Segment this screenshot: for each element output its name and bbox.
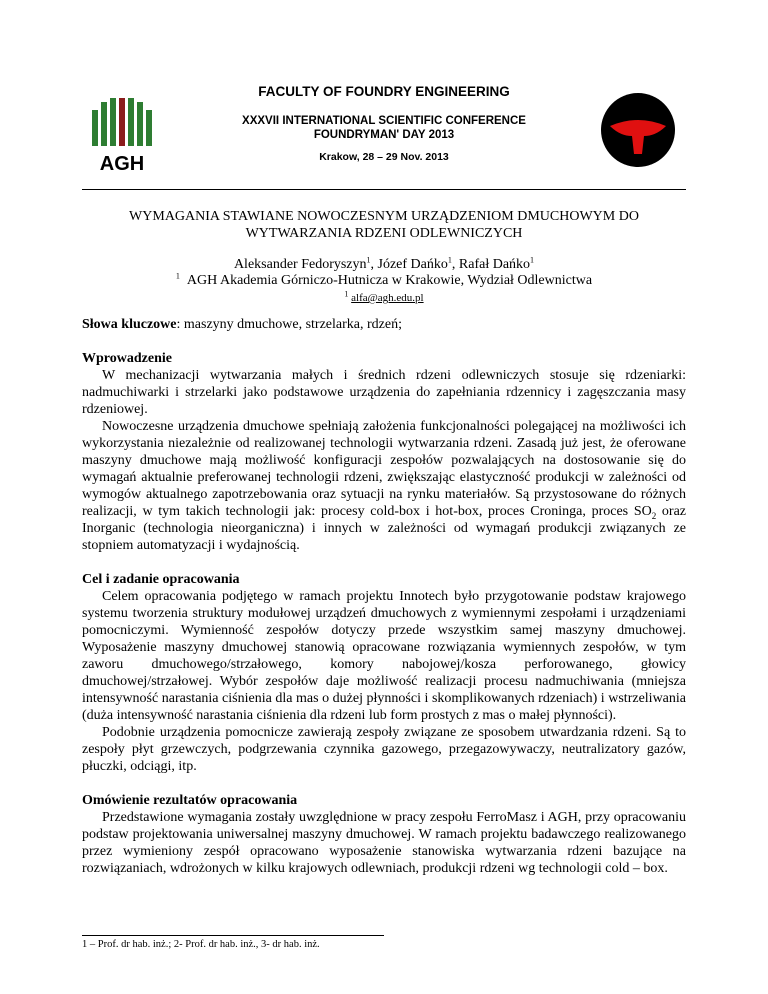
paper-title — [82, 208, 686, 242]
keywords-label: Słowa kluczowe — [82, 317, 177, 332]
section-heading: Cel i zadanie opracowania — [82, 572, 240, 587]
section-heading: Wprowadzenie — [82, 351, 172, 366]
section-introduction — [82, 350, 686, 554]
contact-email: $^1$ alfa@agh.edu.pl — [344, 289, 424, 304]
author-name: Rafał Dańko — [458, 257, 531, 272]
conference-place-date: Krakow, 28 – 29 Nov. 2013 — [319, 151, 449, 163]
affiliation: $^1$ AGH Akademia Górniczo-Hutnicza w Krakowie, Wydział Odlewnictwa — [175, 271, 593, 288]
conference-line-2: FOUNDRYMAN' DAY 2013 — [313, 129, 455, 141]
paper-title-line-1: WYMAGANIA STAWIANE NOWOCZESNYM URZĄDZENIOM DMUCHOWYM DO — [129, 209, 639, 224]
footnote: 1 – Prof. dr hab. inż.; 2- Prof. dr hab. inż., 3- dr hab. inż. — [82, 939, 320, 950]
section-heading: Omówienie rezultatów opracowania — [82, 793, 298, 808]
keywords-text: : maszyny dmuchowe, strzelarka, rdzeń; — [176, 317, 402, 332]
author-name: Aleksander Fedoryszyn — [233, 257, 367, 272]
paragraph: Nowoczesne urządzenia dmuchowe spełniają założenia funkcjonalności polegającej na możliwości ich wykorzystania niezależnie od realizowanej technologii wytwarzania rdzeni. Zasadą już jest, że oferowane maszyny dmuchowe mają możliwość konfiguracji zespołów pozwalających na dostosowanie się do wymagań aktualnie preferowanej technologii rdzeni, zwiększając elastyczność produkcji w zależności od wymogów aktualnego zapotrzebowania oraz sytuacji na rynku materiałów. Są przystosowane do różnych realizacji, w tym takich technologii jak: procesy cold-box i hot-box, proces Croninga, proces $SO_2$ oraz Inorganic (technologia nieorganiczna) i innych w zależności od wymagań produkcji związanych ze stopniem automatyzacji i wydajnością. — [82, 419, 687, 553]
affiliation-text: AGH Akademia Górniczo-Hutnicza w Krakowie, Wydział Odlewnictwa — [186, 273, 593, 288]
footnote-divider — [82, 935, 384, 936]
agh-logo-text: AGH — [99, 153, 145, 174]
paragraph: Celem opracowania podjętego w ramach projektu Innotech było przygotowanie podstaw krajowego systemu tworzenia struktury modułowej urządzeń dmuchowych z wymiennymi zespołami i urządzeniami pomocniczymi. Wymienność zespołów dotyczy przede wszystkim samej maszyny dmuchowej. Wyposażenie maszyny dmuchowej stanowią opracowane rozwiązania wymiennych zespołów, w tym zaworu dmuchowego/strzałowego, komory nabojowej/kosza perforowanego, głowicy dmuchowej/strzałowej. Wybór zespołów daje możliwość realizacji procesu nadmuchiwania (mniejsza intensywność narastania ciśnienia dla mas o dużej płynności i skomplikowanych rdzeniach) i wstrzeliwania (duża intensywność narastania ciśnienia dla rdzeni lub form prostych z mas o małej płynności). — [82, 589, 686, 723]
conference-name — [0, 114, 768, 142]
paragraph: Przedstawione wymagania zostały uwzględnione w pracy zespołu FerroMasz i AGH, przy opracowaniu podstaw projektowania uniwersalnej maszyny dmuchowej. W ramach projektu badawczego realizowanego przez wymieniony zespół opracowano wyposażenie stanowiska wytwarzania rdzeni bazujące na rozwiązaniach, wdrożonych w kilku krajowych odlewniach, produkcji rdzeni wg technologii cold – box. — [82, 810, 686, 876]
author-name: Józef Dańko — [377, 257, 448, 272]
paper-title-line-2: WYTWARZANIA RDZENI ODLEWNICZYCH — [245, 226, 523, 241]
keywords — [82, 316, 686, 333]
author-list: Aleksander Fedoryszyn$^1$, Józef Dańko$^1$, Rafał Dańko$^1$ — [233, 255, 535, 272]
conference-line-1: XXXVII INTERNATIONAL SCIENTIFIC CONFERENCE — [242, 115, 526, 127]
section-goal — [82, 571, 686, 775]
paragraph: W mechanizacji wytwarzania małych i średnich rdzeni odlewniczych stosuje się rdzeniarki: nadmuchiwarki i strzelarki jako podstawowe urządzenia do zapełniania rdzennicy i zagęszczania masy rdzeniowej. — [82, 368, 686, 417]
section-results — [82, 792, 686, 877]
header-divider — [82, 189, 686, 190]
email-link[interactable]: alfa@agh.edu.pl — [351, 292, 424, 304]
paper-body — [82, 316, 686, 894]
paragraph: Podobnie urządzenia pomocnicze zawierają zespoły związane ze sposobem utwardzania rdzeni. Są to zespoły płyt grzewczych, podgrzewania czynnika gazowego, przegazowywaczy, neutralizatory gazów, płuczki, odciągi, itp. — [82, 725, 686, 774]
faculty-name: FACULTY OF FOUNDRY ENGINEERING — [258, 84, 510, 99]
